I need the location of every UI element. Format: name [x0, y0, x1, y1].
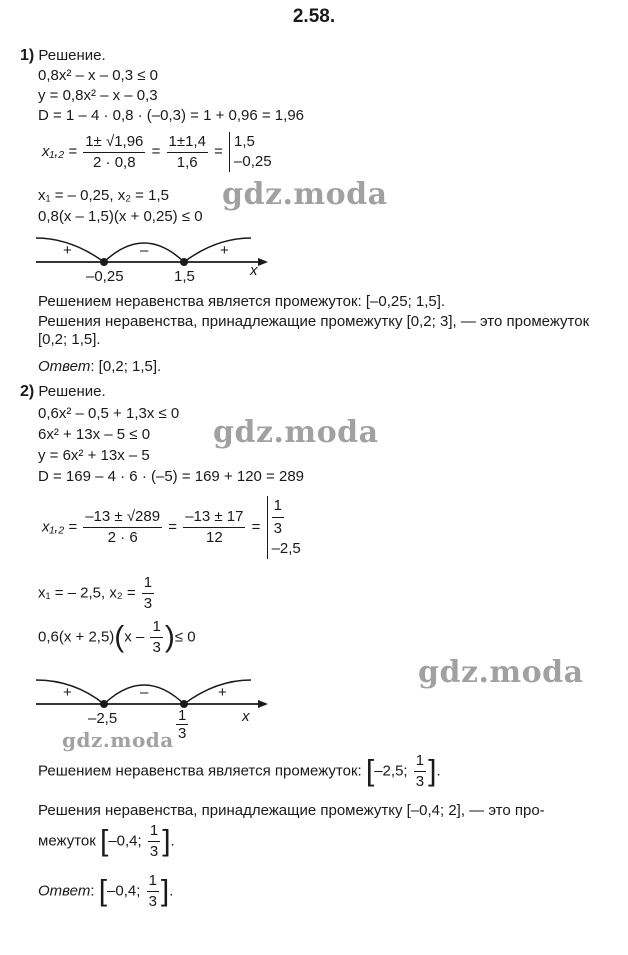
part2-interval-frac-den: 3 — [149, 843, 159, 860]
part1-solution-text: Решением неравенства является промежуток: [–0,25; 1,5]. — [38, 293, 446, 310]
part2-root-b: –2,5 — [271, 540, 301, 557]
part2-factored-prefix: 0,6(x + 2,5) — [38, 628, 115, 646]
part2-factored-inner: x – — [124, 628, 145, 646]
part1-line-2: y = 0,8x² – x – 0,3 — [38, 87, 158, 104]
part2-line-1: 0,6x² – 0,5 + 1,3x ≤ 0 — [38, 405, 180, 422]
part2-label-right-frac — [176, 708, 188, 741]
part2-eq-2: = — [251, 518, 261, 536]
part2-factored-frac — [150, 618, 162, 657]
part1-fraction-1 — [83, 133, 145, 172]
part2-solution-line: Решением неравенства является промежуток: [–2,5; $\frac{1}{3}$ ]. — [38, 752, 441, 790]
bracket-close-icon: ] — [428, 754, 437, 788]
part2-roots-prefix: x₁ = – 2,5, x₂ = — [38, 584, 136, 602]
part1-x12-label: x₁,₂ = — [42, 143, 78, 160]
part2-answer-label: Ответ — [38, 882, 91, 900]
part1-eq-2: = — [214, 143, 223, 160]
part1-roots-formula — [42, 132, 274, 172]
part2-header — [20, 383, 106, 401]
part2-interval-text-1: Решения неравенства, принадлежащие промежутку [–0,4; 2], — это про- — [38, 802, 545, 819]
part2-label-right-den: 3 — [178, 725, 187, 742]
part2-label-right-num: 1 — [178, 707, 187, 724]
part2-eq-1: = — [168, 518, 178, 536]
part1-roots-brace — [229, 132, 272, 172]
part2-factored-suffix: ≤ 0 — [174, 628, 196, 646]
part2-solution-frac-den: 3 — [415, 773, 425, 790]
part1-roots-line: x₁ = – 0,25, x₂ = 1,5 — [38, 187, 169, 204]
part2-axis-arrow — [258, 700, 268, 708]
part2-point-left — [100, 700, 108, 708]
part2-root-a — [272, 496, 284, 539]
watermark: gdz.moda — [213, 415, 379, 450]
part2-answer-left: –0,4; — [107, 882, 141, 900]
part2-line-4: D = 169 – 4 · 6 · (–5) = 169 + 120 = 289 — [38, 468, 305, 485]
part2-solution-left: –2,5; — [374, 762, 408, 780]
part1-number-line — [36, 228, 276, 288]
part2-fraction-1 — [83, 508, 162, 547]
part2-solution-frac — [414, 752, 426, 791]
part2-root-a-num: 1 — [272, 496, 284, 518]
part2-line-3: y = 6x² + 13x – 5 — [38, 447, 150, 464]
part2-roots-frac-num: 1 — [142, 574, 154, 594]
bracket-open-icon: [ — [98, 874, 108, 908]
part2-answer: Ответ: [–0,4; $\frac{1}{3}$ ]. — [38, 872, 174, 910]
part1-answer-value: : [0,2; 1,5]. — [90, 358, 162, 375]
part2-x12-label: x₁,₂ = — [42, 518, 78, 536]
watermark: gdz.moda — [418, 655, 584, 690]
part2-factored — [38, 618, 196, 657]
part1-label-right: 1,5 — [174, 268, 195, 285]
part2-solution-text: Решением неравенства является промежуток: — [38, 762, 362, 780]
part2-label-left: –2,5 — [88, 710, 118, 727]
part1-sign-mid: – — [140, 242, 149, 259]
part2-answer-frac-num: 1 — [147, 872, 159, 892]
part1-frac1-num: 1± √1,96 — [83, 133, 145, 153]
part2-roots-formula — [42, 496, 303, 559]
part1-number: 1) — [20, 47, 35, 64]
part2-interval-frac-num: 1 — [148, 822, 160, 842]
part1-sign-left: + — [63, 242, 72, 259]
part1-heading: Решение. — [38, 47, 106, 64]
part2-line-2: 6x² + 13x – 5 ≤ 0 — [38, 426, 151, 443]
part2-answer-frac-den: 3 — [148, 893, 157, 910]
part2-roots-brace — [267, 496, 301, 559]
part2-roots-frac-den: 3 — [143, 595, 153, 612]
paren-open-icon: ( — [114, 620, 125, 654]
part2-factored-frac-num: 1 — [150, 618, 162, 638]
part2-answer-frac — [147, 872, 159, 911]
watermark: gdz.moda — [62, 728, 174, 752]
watermark: gdz.moda — [222, 177, 388, 212]
part2-frac1-num: –13 ± √289 — [83, 508, 162, 528]
part2-label-right — [176, 708, 188, 741]
part2-sign-right: + — [218, 684, 227, 701]
part1-label-left: –0,25 — [86, 268, 124, 285]
part1-fraction-2 — [167, 133, 208, 172]
part1-line-3: D = 1 – 4 · 0,8 · (–0,3) = 1 + 0,96 = 1,96 — [38, 107, 305, 124]
part1-point-right — [180, 258, 188, 266]
bracket-close-icon: ] — [162, 824, 171, 858]
part1-factored: 0,8(x – 1,5)(x + 0,25) ≤ 0 — [38, 208, 203, 225]
part1-root-a: 1,5 — [234, 133, 255, 150]
part2-interval-line: межуток [–0,4; $\frac{1}{3}$ ]. — [38, 822, 175, 860]
part2-frac2-den: 12 — [205, 529, 223, 546]
part2-factored-frac-den: 3 — [152, 639, 161, 656]
part1-interval-text: Решения неравенства, принадлежащие промежутку [0,2; 3], — это промежуток [0,2; 1,5]. — [38, 313, 590, 348]
bracket-open-icon: [ — [99, 824, 109, 858]
part2-interval-frac — [148, 822, 160, 861]
part1-line-1: 0,8x² – x – 0,3 ≤ 0 — [38, 67, 158, 84]
part2-axis-var: x — [242, 708, 250, 725]
part2-interval-text-2: межуток — [38, 832, 96, 850]
paren-close-icon: ) — [164, 620, 175, 654]
problem-number: 2.58. — [292, 6, 336, 27]
part2-sign-left: + — [63, 684, 72, 701]
part1-frac2-den: 1,6 — [176, 153, 198, 171]
part2-frac2-num: –13 ± 17 — [183, 508, 245, 528]
part1-frac1-den: 2 · 0,8 — [93, 153, 136, 171]
part1-point-left — [100, 258, 108, 266]
part2-sign-mid: – — [140, 684, 149, 701]
part1-sign-right: + — [220, 242, 229, 259]
part1-arc-right — [184, 238, 251, 262]
part1-axis-var: x — [250, 262, 258, 279]
part2-number: 2) — [20, 383, 35, 400]
part2-roots-frac — [142, 574, 154, 613]
bracket-close-icon: ] — [160, 874, 170, 908]
part2-number-line — [36, 670, 276, 730]
part1-answer-label: Ответ — [38, 358, 91, 375]
part2-solution-frac-num: 1 — [414, 752, 426, 772]
part1-frac2-num: 1±1,4 — [167, 133, 208, 153]
part2-frac1-den: 2 · 6 — [107, 529, 138, 546]
part1-eq-1: = — [151, 143, 161, 160]
part2-roots-line — [38, 574, 156, 613]
part1-answer — [38, 358, 161, 376]
part2-root-a-den: 3 — [273, 520, 282, 537]
part1-axis-arrow — [258, 258, 268, 266]
part2-heading: Решение. — [38, 383, 106, 400]
part2-fraction-2 — [183, 508, 245, 547]
part1-root-b: –0,25 — [234, 153, 272, 170]
part1-header — [20, 47, 106, 65]
bracket-open-icon: [ — [365, 754, 375, 788]
part2-interval-left: –0,4; — [108, 832, 142, 850]
